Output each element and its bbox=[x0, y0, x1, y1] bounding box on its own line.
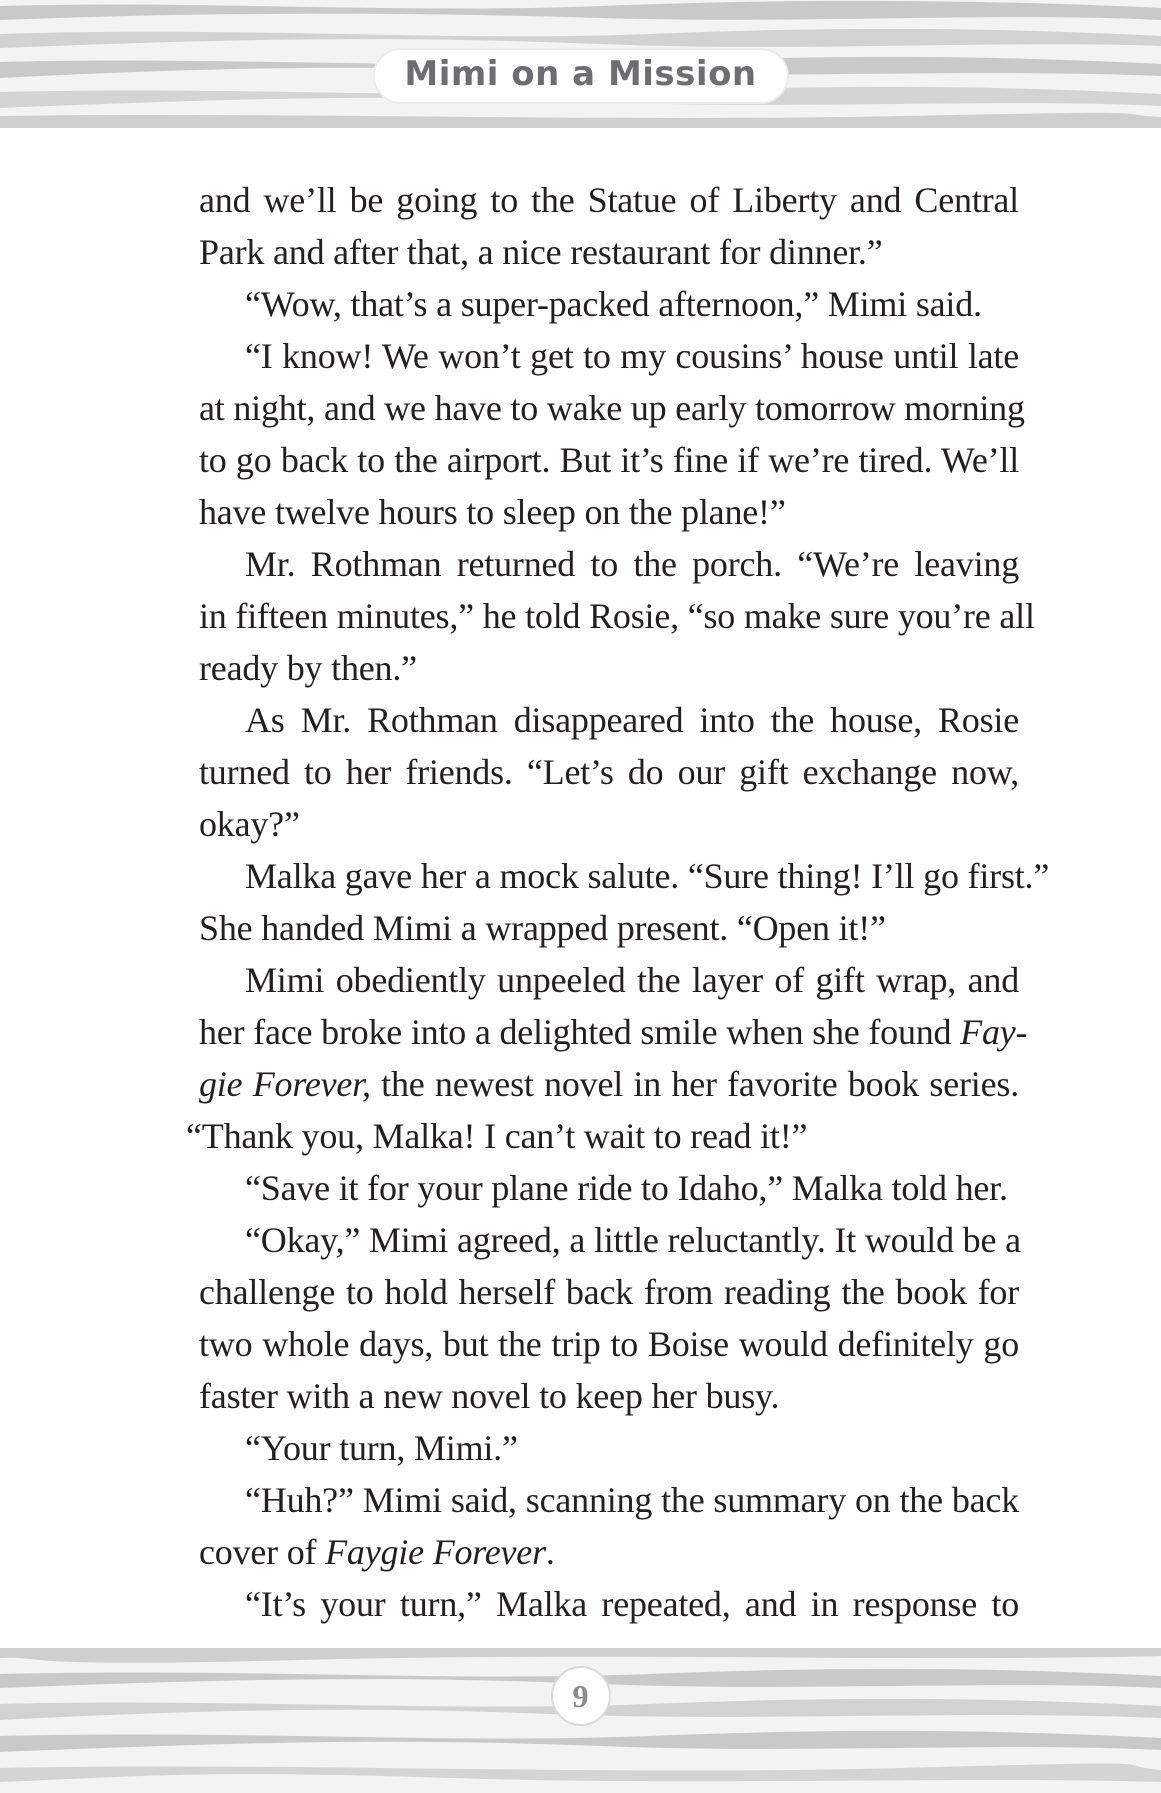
text-line: “Thank you, Malka! I can’t wait to read it!” bbox=[186, 1116, 808, 1156]
text-line: and we’ll be going to the Statue of Liberty and Central bbox=[199, 180, 1019, 220]
book-title-italic: gie Forever, bbox=[199, 1064, 371, 1104]
text-line: Mr. Rothman returned to the porch. “We’re leaving bbox=[245, 544, 1019, 584]
text-line: at night, and we have to wake up early tomorrow morning bbox=[199, 388, 1025, 428]
text-line: “I know! We won’t get to my cousins’ house until late bbox=[245, 336, 1019, 376]
text-line: “It’s your turn,” Malka repeated, and in response to bbox=[245, 1584, 1019, 1624]
text-line: have twelve hours to sleep on the plane!” bbox=[199, 492, 786, 532]
text-line: “Huh?” Mimi said, scanning the summary on the back bbox=[245, 1480, 1019, 1520]
text-line bbox=[199, 1006, 1028, 1058]
text-run: cover of bbox=[199, 1532, 326, 1572]
text-line: As Mr. Rothman disappeared into the house, Rosie bbox=[245, 700, 1019, 740]
page-header-title: Mimi on a Mission bbox=[372, 48, 788, 104]
text-line: ready by then.” bbox=[199, 648, 417, 688]
text-line: Park and after that, a nice restaurant for dinner.” bbox=[199, 232, 883, 272]
text-run: her face broke into a delighted smile when she found bbox=[199, 1012, 961, 1052]
text-line: two whole days, but the trip to Boise would definitely go bbox=[199, 1324, 1019, 1364]
text-line: Malka gave her a mock salute. “Sure thing! I’ll go first.” bbox=[245, 856, 1050, 896]
text-line: “Wow, that’s a super-packed afternoon,” Mimi said. bbox=[245, 284, 982, 324]
body-text bbox=[186, 174, 1050, 1630]
text-line bbox=[199, 1526, 1019, 1578]
text-line: Mimi obediently unpeeled the layer of gift wrap, and bbox=[245, 960, 1019, 1000]
text-line: to go back to the airport. But it’s fine if we’re tired. We’ll bbox=[199, 440, 1019, 480]
text-run: the newest novel in her favorite book series. bbox=[370, 1064, 1019, 1104]
text-line: okay?” bbox=[199, 804, 300, 844]
book-title-italic: Fay- bbox=[960, 1012, 1028, 1052]
text-line: challenge to hold herself back from reading the book for bbox=[199, 1272, 1019, 1312]
text-line: “Okay,” Mimi agreed, a little reluctantly. It would be a bbox=[245, 1220, 1021, 1260]
book-title-italic: Faygie Forever bbox=[325, 1532, 546, 1572]
text-line: turned to her friends. “Let’s do our gift exchange now, bbox=[199, 752, 1019, 792]
text-line: “Save it for your plane ride to Idaho,” Malka told her. bbox=[245, 1168, 1008, 1208]
text-line: “Your turn, Mimi.” bbox=[245, 1428, 518, 1468]
text-line: in fifteen minutes,” he told Rosie, “so make sure you’re all bbox=[199, 596, 1035, 636]
text-line bbox=[199, 1058, 1019, 1110]
page-number: 9 bbox=[551, 1666, 611, 1726]
text-line: She handed Mimi a wrapped present. “Open it!” bbox=[199, 908, 886, 948]
text-line: faster with a new novel to keep her busy. bbox=[199, 1376, 780, 1416]
text-run: . bbox=[545, 1532, 555, 1572]
